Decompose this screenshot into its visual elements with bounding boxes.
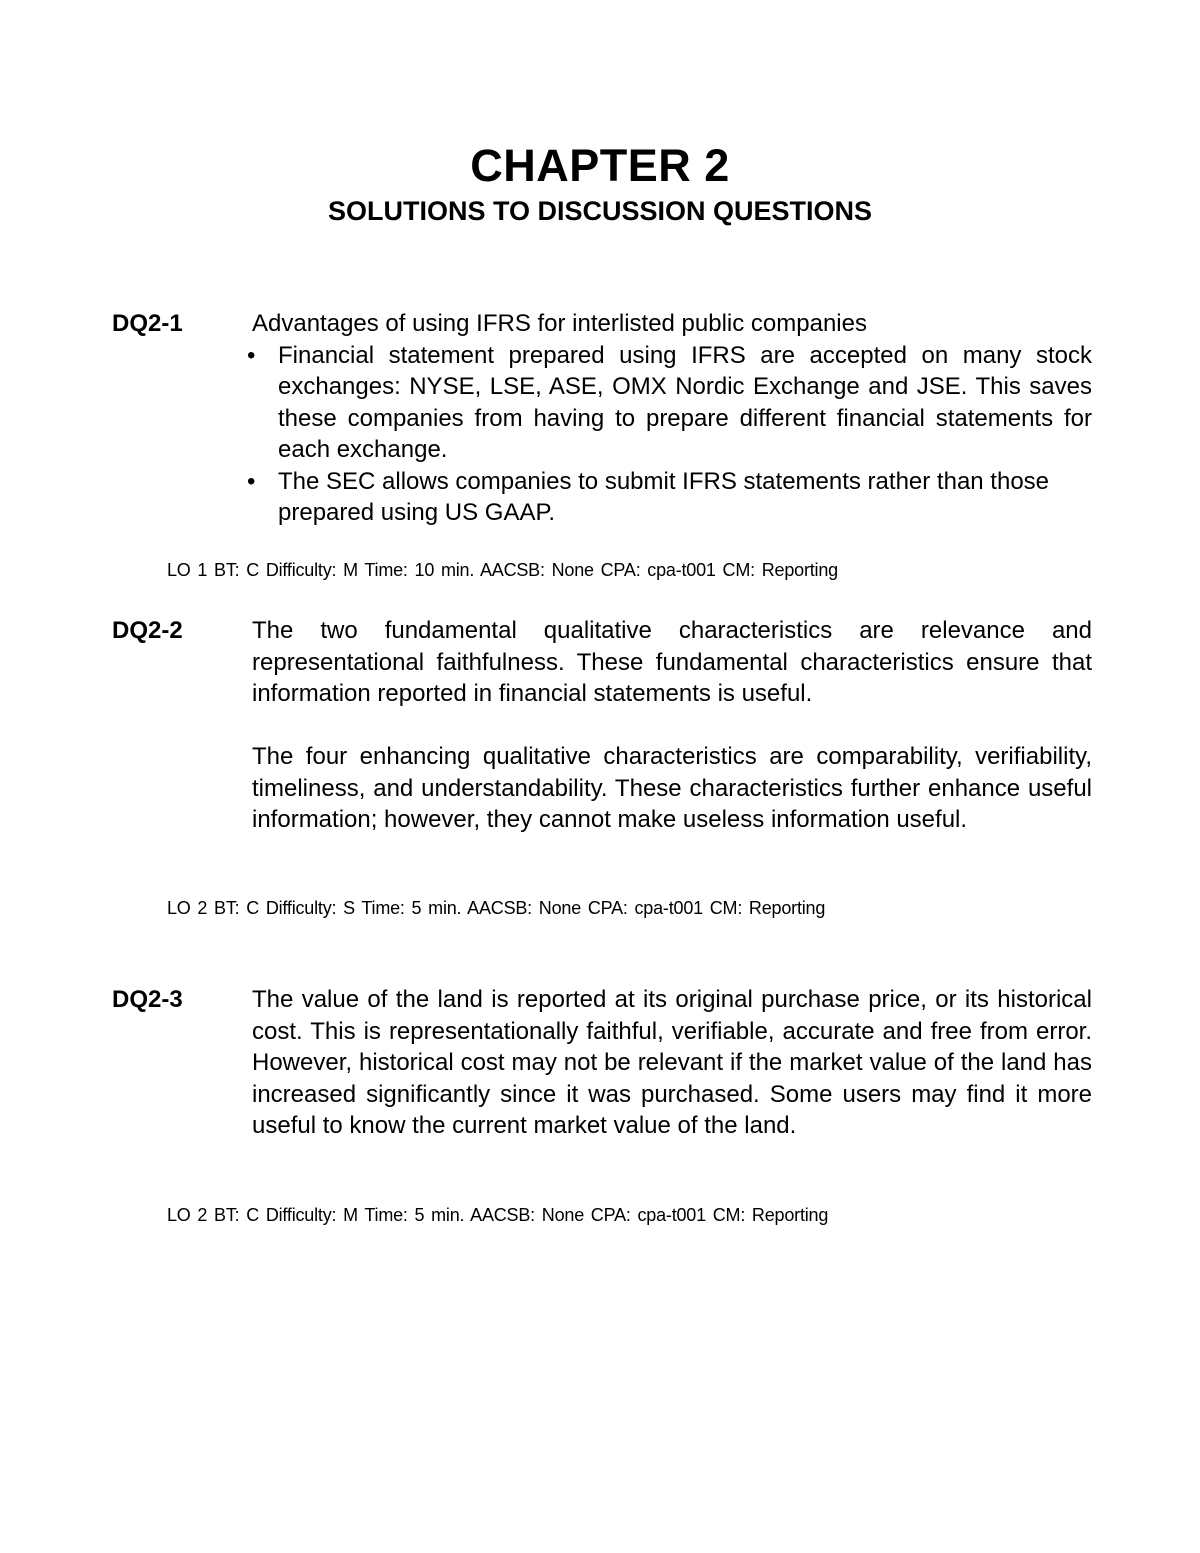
answer-paragraph: The value of the land is reported at its original purchase price, or its historical cost. This is representationally faithful, verifiable, accurate and free from error. However, historical cost may not be relevant if the market value of the land has increased significantly since it was purchased. Some users may find it more useful to know the current market value of the land. [252,986,1092,1139]
question-body [252,615,1092,836]
question-body [247,308,1092,529]
question-label: DQ2-2 [112,617,183,644]
bullet-text: Financial statement prepared using IFRS are accepted on many stock exchanges: NYSE, LSE, ASE, OMX Nordic Exchange and JSE. This saves these companies from having to prepare different financial statements for each exchange. [278,341,1092,463]
bullet-item [247,466,1092,529]
question-label: DQ2-1 [112,310,183,337]
question-metadata: LO 2 BT: C Difficulty: M Time: 5 min. AACSB: None CPA: cpa-t001 CM: Reporting [167,1205,829,1225]
question-label: DQ2-3 [112,986,183,1013]
bullet-icon: • [247,341,256,369]
answer-paragraph: The four enhancing qualitative characteristics are comparability, verifiability, timeliness, and understandability. These characteristics further enhance useful information; however, they cannot make useless information useful. [252,743,1092,833]
question-body [252,984,1092,1142]
answer-paragraph: The two fundamental qualitative characteristics are relevance and representational faithfulness. These fundamental characteristics ensure that information reported in financial statements is useful. [252,617,1092,707]
bullet-text: The SEC allows companies to submit IFRS statements rather than those prepared using US GAAP. [278,467,1050,526]
question-metadata: LO 2 BT: C Difficulty: S Time: 5 min. AACSB: None CPA: cpa-t001 CM: Reporting [167,898,826,918]
bullet-icon: • [247,467,256,495]
bullet-item [247,340,1092,466]
question-intro: Advantages of using IFRS for interlisted public companies [252,310,867,337]
bullet-list [247,340,1092,529]
chapter-subtitle: SOLUTIONS TO DISCUSSION QUESTIONS [327,196,873,226]
chapter-title: CHAPTER 2 [470,140,730,191]
question-metadata: LO 1 BT: C Difficulty: M Time: 10 min. AACSB: None CPA: cpa-t001 CM: Reporting [167,560,838,580]
